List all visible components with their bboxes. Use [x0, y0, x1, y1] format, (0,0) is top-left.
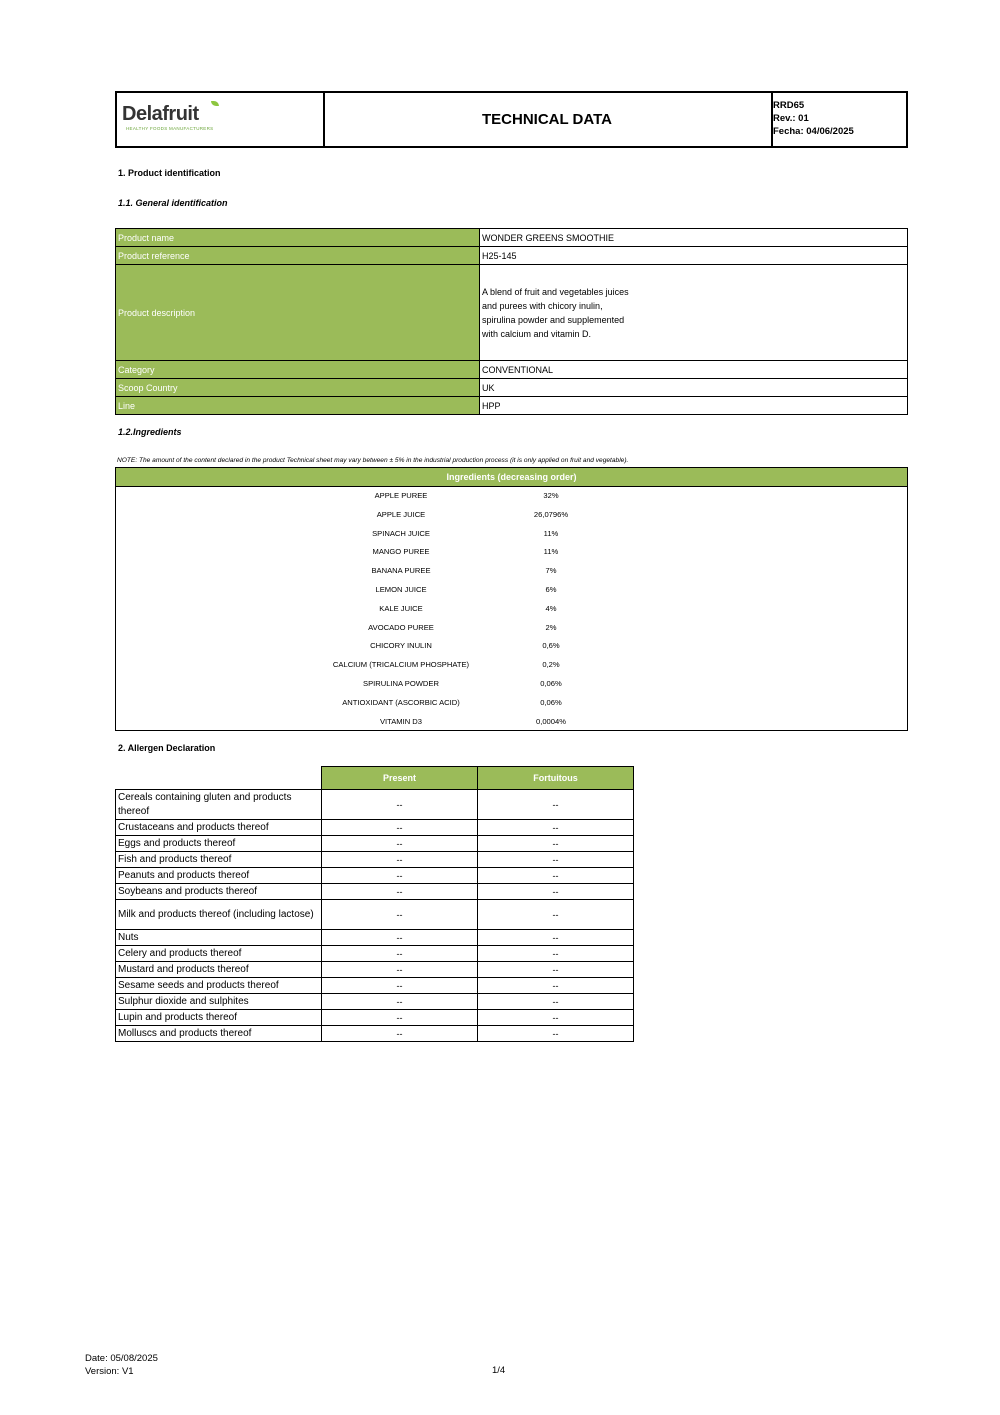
- allergen-name: Sulphur dioxide and sulphites: [116, 994, 322, 1010]
- ingredient-percentage: 0,06%: [540, 697, 562, 707]
- allergen-present: --: [322, 962, 478, 978]
- allergen-fortuitous: --: [478, 978, 634, 994]
- ingredients-note: NOTE: The amount of the content declared in the product Technical sheet may vary between ± 5% in the industrial production process (it is only applied on fruit and vegetable).: [117, 457, 629, 464]
- identification-row: [116, 229, 908, 247]
- allergen-row: [116, 884, 634, 900]
- allergen-fortuitous: --: [478, 1010, 634, 1026]
- section-allergen-declaration: 2. Allergen Declaration: [118, 743, 216, 753]
- allergen-present: --: [322, 820, 478, 836]
- allergen-fortuitous: --: [478, 790, 634, 820]
- ingredient-percentage: 0,0004%: [536, 716, 566, 726]
- identification-label: Category: [116, 361, 480, 379]
- allergen-name: Milk and products thereof (including lactose): [116, 900, 322, 930]
- allergen-present: --: [322, 1010, 478, 1026]
- ingredient-percentage: 32%: [543, 491, 559, 500]
- ingredient-percentage: 11%: [543, 528, 559, 538]
- allergen-row: [116, 946, 634, 962]
- ingredient-row: [116, 600, 907, 619]
- identification-label: Product reference: [116, 247, 480, 265]
- allergen-row: [116, 790, 634, 820]
- identification-value: WONDER GREENS SMOOTHIE: [480, 229, 908, 247]
- logo-tagline: HEALTHY FOODS MANUFACTURERS: [126, 126, 214, 131]
- ingredient-name: LEMON JUICE: [375, 585, 427, 594]
- allergen-name: Peanuts and products thereof: [116, 868, 322, 884]
- footer-date: Date: 05/08/2025: [85, 1353, 158, 1364]
- company-logo: Delafruit: [122, 103, 199, 125]
- section-general-identification: 1.1. General identification: [118, 198, 228, 208]
- ingredient-row: [116, 656, 907, 675]
- identification-label: Line: [116, 397, 480, 415]
- ingredient-row: [116, 581, 907, 600]
- document-code: RRD65: [773, 100, 805, 111]
- ingredient-name: VITAMIN D3: [379, 716, 423, 726]
- allergen-fortuitous: --: [478, 1026, 634, 1042]
- allergen-fortuitous: --: [478, 930, 634, 946]
- allergen-row: [116, 868, 634, 884]
- ingredient-percentage: 2%: [545, 622, 557, 632]
- identification-value: [480, 265, 908, 361]
- ingredient-percentage: 4%: [545, 603, 557, 613]
- document-meta: [773, 99, 854, 138]
- product-description-text: A blend of fruit and vegetables juices and purees with chicory inulin, spirulina powder and supplemented with calcium and vitamin D.: [482, 286, 629, 339]
- ingredients-table: [115, 467, 908, 731]
- allergen-name: Celery and products thereof: [116, 946, 322, 962]
- allergen-present: --: [322, 900, 478, 930]
- section-ingredients: 1.2.Ingredients: [118, 427, 182, 437]
- ingredient-name: APPLE JUICE: [376, 509, 426, 519]
- ingredient-name: ANTIOXIDANT (ASCORBIC ACID): [342, 697, 460, 707]
- ingredient-row: [116, 506, 907, 525]
- document-title: TECHNICAL DATA: [323, 93, 773, 146]
- identification-value: CONVENTIONAL: [480, 361, 908, 379]
- identification-row: [116, 361, 908, 379]
- ingredient-name: SPIRULINA POWDER: [363, 679, 439, 688]
- allergen-row: [116, 978, 634, 994]
- ingredient-row: [116, 713, 907, 732]
- document-header: [115, 91, 908, 148]
- allergen-present: --: [322, 884, 478, 900]
- ingredients-header: Ingredients (decreasing order): [116, 468, 907, 487]
- identification-row: [116, 247, 908, 265]
- identification-label: Scoop Country: [116, 379, 480, 397]
- identification-value: H25-145: [480, 247, 908, 265]
- ingredient-name: KALE JUICE: [379, 603, 423, 613]
- allergen-row: [116, 930, 634, 946]
- ingredient-percentage: 0,06%: [540, 679, 562, 688]
- ingredient-row: [116, 619, 907, 638]
- identification-value: HPP: [480, 397, 908, 415]
- ingredient-name: BANANA PUREE: [371, 566, 431, 576]
- allergen-name: Fish and products thereof: [116, 852, 322, 868]
- identification-value: UK: [480, 379, 908, 397]
- allergen-name: Molluscs and products thereof: [116, 1026, 322, 1042]
- identification-label: Product name: [116, 229, 480, 247]
- allergen-fortuitous: --: [478, 852, 634, 868]
- allergen-name: Lupin and products thereof: [116, 1010, 322, 1026]
- allergen-corner: [116, 767, 322, 790]
- allergen-name: Nuts: [116, 930, 322, 946]
- allergen-present: --: [322, 1026, 478, 1042]
- ingredient-row: [116, 675, 907, 694]
- allergen-row: [116, 962, 634, 978]
- allergen-row: [116, 900, 634, 930]
- identification-row: [116, 265, 908, 361]
- allergen-fortuitous: --: [478, 946, 634, 962]
- ingredient-name: CALCIUM (TRICALCIUM PHOSPHATE): [332, 660, 470, 670]
- allergen-fortuitous: --: [478, 836, 634, 852]
- allergen-row: [116, 836, 634, 852]
- ingredient-name: CHICORY INULIN: [370, 641, 432, 651]
- ingredient-row: [116, 694, 907, 713]
- ingredient-percentage: 0,2%: [542, 660, 560, 670]
- allergen-present: --: [322, 994, 478, 1010]
- allergen-present: --: [322, 946, 478, 962]
- footer-version: Version: V1: [85, 1366, 134, 1377]
- allergen-name: Mustard and products thereof: [116, 962, 322, 978]
- section-product-identification: 1. Product identification: [118, 168, 221, 178]
- document-revision: Rev.: 01: [773, 113, 809, 124]
- allergen-row: [116, 994, 634, 1010]
- allergen-fortuitous: --: [478, 820, 634, 836]
- allergen-present: --: [322, 852, 478, 868]
- allergen-fortuitous: --: [478, 994, 634, 1010]
- ingredient-percentage: 0,6%: [542, 641, 560, 651]
- allergen-name: Sesame seeds and products thereof: [116, 978, 322, 994]
- ingredient-name: MANGO PUREE: [372, 547, 430, 557]
- ingredient-percentage: 11%: [543, 547, 559, 557]
- ingredient-name: APPLE PUREE: [374, 491, 428, 500]
- ingredient-percentage: 26,0796%: [533, 509, 569, 519]
- ingredient-percentage: 7%: [545, 566, 557, 576]
- document-date: Fecha: 04/06/2025: [773, 126, 854, 137]
- col-present-header: Present: [322, 767, 478, 790]
- identification-table: [115, 228, 908, 415]
- ingredient-row: [116, 562, 907, 581]
- identification-label: Product description: [116, 265, 480, 361]
- allergen-present: --: [322, 978, 478, 994]
- allergen-table: [115, 766, 634, 1042]
- allergen-row: [116, 852, 634, 868]
- allergen-name: Crustaceans and products thereof: [116, 820, 322, 836]
- identification-row: [116, 397, 908, 415]
- allergen-name: Cereals containing gluten and products thereof: [116, 790, 322, 820]
- allergen-fortuitous: --: [478, 962, 634, 978]
- ingredient-row: [116, 637, 907, 656]
- identification-row: [116, 379, 908, 397]
- allergen-name: Soybeans and products thereof: [116, 884, 322, 900]
- leaf-icon: [211, 101, 219, 106]
- ingredient-row: [116, 543, 907, 562]
- allergen-row: [116, 1026, 634, 1042]
- allergen-present: --: [322, 790, 478, 820]
- ingredient-percentage: 6%: [545, 585, 557, 594]
- allergen-name: Eggs and products thereof: [116, 836, 322, 852]
- ingredient-row: [116, 487, 907, 506]
- allergen-fortuitous: --: [478, 900, 634, 930]
- logo-cell: [117, 93, 325, 146]
- col-fortuitous-header: Fortuitous: [478, 767, 634, 790]
- allergen-row: [116, 820, 634, 836]
- allergen-fortuitous: --: [478, 868, 634, 884]
- allergen-present: --: [322, 868, 478, 884]
- allergen-present: --: [322, 930, 478, 946]
- allergen-row: [116, 1010, 634, 1026]
- allergen-present: --: [322, 836, 478, 852]
- page-number: 1/4: [492, 1365, 506, 1376]
- ingredient-name: AVOCADO PUREE: [368, 622, 434, 632]
- ingredient-name: SPINACH JUICE: [372, 528, 430, 538]
- ingredient-row: [116, 525, 907, 544]
- allergen-fortuitous: --: [478, 884, 634, 900]
